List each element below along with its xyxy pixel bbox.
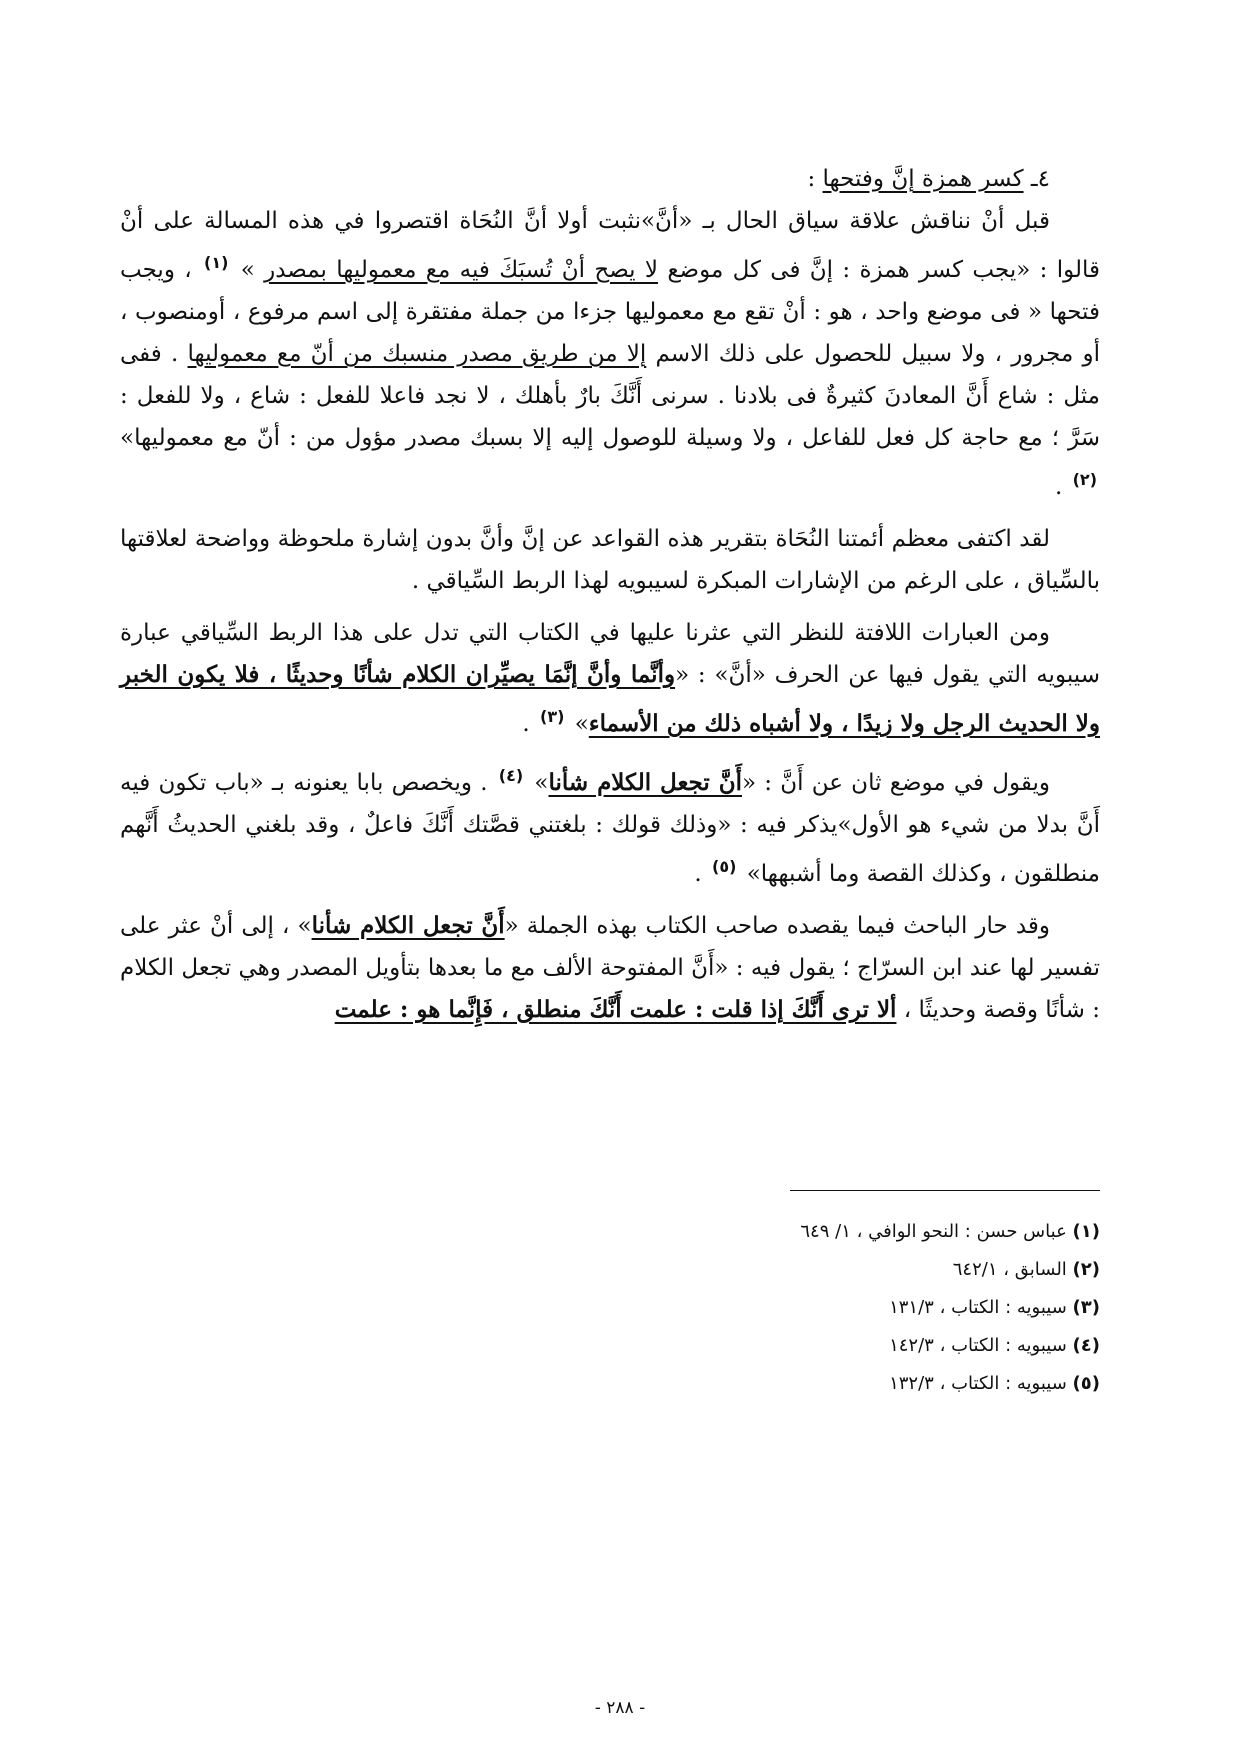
footnote-5: (٥) سيبويه : الكتاب ، ١٣٢/٣: [889, 1373, 1100, 1394]
footnote-2: (٢) السابق ، ٦٤٢/١: [952, 1259, 1100, 1280]
bold-quote: أَنَّ تجعل الكلام شأنا: [311, 912, 505, 939]
main-text: [120, 158, 1100, 1031]
paragraph-1: قبل أنْ نناقش علاقة سياق الحال بـ «أنَّ»نثبت أولا أنَّ النُحَاة اقتصروا في هذه المسالة على أنْ قالوا : «يجب كسر همزة : إنَّ فى كل موضع لا يصح أنْ تُسبَكَ فيه مع معموليها بمصدر » $^{(١)}$ ، ويجب فتحها « فى موضع واحد ، هو : أنْ تقع مع معموليها جزءا من جملة مفتقرة إلى اسم مرفوع ، أومنصوب ، أو مجرور ، ولا سبيل للحصول على ذلك الاسم إلا من طريق مصدر منسبك من أنّ مع معموليها . ففى مثل : شاع أَنَّ المعادنَ كثيرةٌ فى بلادنا . سرنى أَنَّكَ بارٌ بأهلك ، لا نجد فاعلا للفعل : شاع ، ولا للفعل : سَرَّ ؛ مع حاجة كل فعل للفاعل ، ولا وسيلة للوصول إليه إلا بسبك مصدر مؤول من : أنّ مع معموليها» $^{(٢)}$ .: [120, 208, 1101, 500]
section-heading: ٤ـ كسر همزة إنَّ وفتحها :: [807, 166, 1050, 192]
footnote-ref-2[interactable]: (٢): [1072, 470, 1097, 489]
footnote-4: (٤) سيبويه : الكتاب ، ١٤٢/٣: [889, 1335, 1100, 1356]
section-title: كسر همزة إنَّ وفتحها: [822, 166, 1024, 192]
page-number: - ٢٨٨ -: [594, 1698, 646, 1718]
section-number: ٤ـ: [1030, 166, 1050, 192]
footnote-ref-5[interactable]: (٥): [712, 857, 737, 876]
footnote-ref-4[interactable]: (٤): [498, 766, 524, 785]
footnote-ref-1[interactable]: (١): [204, 253, 229, 272]
footnote-3: (٣) سيبويه : الكتاب ، ١٣١/٣: [889, 1297, 1100, 1318]
paragraph-5: وقد حار الباحث فيما يقصده صاحب الكتاب بهذه الجملة «أَنَّ تجعل الكلام شأنا» ، إلى أنْ عثر على تفسير لها عند ابن السرّاج ؛ يقول فيه : «أَنَّ المفتوحة الألف مع ما بعدها بتأويل المصدر وهي تجعل الكلام : شأنًا وقصة وحديثًا ، ألا ترى أَنَّكَ إذا قلت : علمت أَنَّكَ منطلق ، فَإِنَّما هو : علمت: [120, 912, 1100, 1023]
footnote-ref-3[interactable]: (٣): [540, 707, 565, 726]
underlined-phrase: لا يصح أنْ تُسبَكَ فيه مع معموليها بمصدر: [264, 257, 658, 283]
paragraph-2: لقد اكتفى معظم أئمتنا النُحَاة بتقرير هذه القواعد عن إنَّ وأنَّ بدون إشارة ملحوظة وواضحة لعلاقتها بالسِّياق ، على الرغم من الإشارات المبكرة لسيبويه لهذا الربط السِّياقي .: [120, 526, 1100, 594]
bold-quote: وأنَّما وأنَّ إنَّمَا يصيِّران الكلام شأنًا وحديثًا ، فلا يكون الخبر ولا الحديث الرجل ولا زيدًا ، ولا أشباه ذلك من الأسماء: [120, 661, 1100, 737]
paragraph-4: ويقول في موضع ثان عن أَنَّ : «أَنَّ تجعل الكلام شأنا» $^{(٤)}$ . ويخصص بابا يعنونه بـ «باب تكون فيه أَنَّ بدلا من شيء هو الأول»يذكر فيه : «وذلك قولك : بلغتني قصَّتك أَنَّكَ فاعلٌ ، وقد بلغني الحديثُ أَنَّهم منطلقون ، وكذلك القصة وما أشبهها» $^{(٥)}$ .: [120, 766, 1100, 887]
footnote-1: (١) عباس حسن : النحو الوافي ، ١/ ٦٤٩: [800, 1221, 1100, 1242]
bold-quote: أَنَّ تجعل الكلام شأنا: [548, 769, 742, 796]
paragraph-3: ومن العبارات اللافتة للنظر التي عثرنا عليها في الكتاب التي تدل على هذا الربط السِّياقي عبارة سيبويه التي يقول فيها عن الحرف «أنَّ» : «وأنَّما وأنَّ إنَّمَا يصيِّران الكلام شأنًا وحديثًا ، فلا يكون الخبر ولا الحديث الرجل ولا زيدًا ، ولا أشباه ذلك من الأسماء» $^{(٣)}$ .: [120, 620, 1100, 737]
footnotes: [120, 1190, 1100, 1403]
underlined-phrase: إلا من طريق مصدر منسبك من أنّ مع معموليها: [187, 341, 647, 367]
footnote-divider: [790, 1190, 1100, 1191]
bold-quote: ألا ترى أَنَّكَ إذا قلت : علمت أَنَّكَ منطلق ، فَإِنَّما هو : علمت: [334, 996, 897, 1023]
